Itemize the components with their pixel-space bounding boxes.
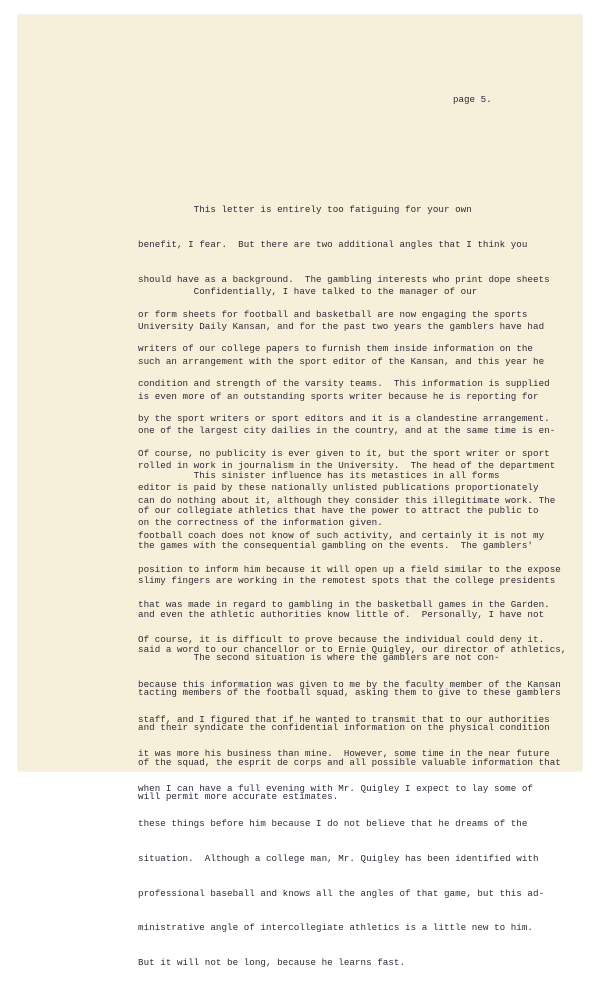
paragraph-line: it was more his business than mine. However, some time in the near future — [138, 748, 550, 760]
paragraph-line: football coach does not know of such activity, and certainly it is not my — [138, 529, 545, 541]
paragraph-line: the games with the consequential gambling on the events. The gamblers' — [138, 539, 534, 551]
paragraph-line: benefit, I fear. But there are two additional angles that I think you — [138, 238, 528, 250]
paragraph-line: situation. Although a college man, Mr. Quigley has been identified with — [138, 852, 539, 864]
paragraph-line: This letter is entirely too fatiguing for your own — [138, 204, 472, 216]
paragraph-line: University Daily Kansan, and for the past two years the gamblers have had — [138, 320, 545, 332]
paragraph-line: condition and strength of the varsity teams. This information is supplied — [138, 378, 550, 390]
paragraph-line: ministrative angle of intercollegiate athletics is a little new to him. — [138, 922, 534, 934]
paragraph-line: of the squad, the esprit de corps and all possible valuable information that — [138, 756, 561, 768]
paragraph-line: one of the largest city dailies in the country, and at the same time is en- — [138, 425, 556, 437]
paragraph-line: and even the athletic authorities know little of. Personally, I have not — [138, 609, 545, 621]
paragraph-line: Of course, it is difficult to prove because the individual could deny it. — [138, 634, 545, 645]
paragraph-line: will permit more accurate estimates. — [138, 791, 339, 803]
paragraph-line: But it will not be long, because he learns fast. — [138, 957, 406, 969]
paragraph-line: can do nothing about it, although they consider this illegitimate work. The — [138, 494, 556, 506]
paragraph-line: professional baseball and knows all the angles of that game, but this ad- — [138, 887, 545, 899]
paragraph-line: position to inform him because it will open up a field similar to the expose — [138, 564, 561, 576]
paragraph-line: on the correctness of the information given. — [138, 517, 383, 529]
paragraph-line: Confidentially, I have talked to the manager of our — [138, 286, 478, 298]
paragraph-line: should have as a background. The gambling interests who print dope sheets — [138, 273, 550, 285]
paragraph-line: Of course, no publicity is ever given to it, but the sport writer or sport — [138, 447, 550, 459]
paragraph-line: staff, and I figured that if he wanted to transmit that to our authorities — [138, 713, 550, 725]
paragraph-line: by the sport writers or sport editors and it is a clandestine arrangement. — [138, 412, 550, 424]
paragraph-line: and their syndicate the confidential information on the physical condition — [138, 721, 550, 733]
paragraph-line: when I can have a full evening with Mr. Quigley I expect to lay some of — [138, 783, 534, 795]
paragraph-line: This sinister influence has its metastices in all forms — [138, 470, 500, 482]
paragraph-4 — [138, 629, 561, 826]
page-number: page 5. — [453, 94, 492, 105]
paragraph-line: because this information was given to me by the faculty member of the Kansan — [138, 678, 561, 690]
paragraph-line: that was made in regard to gambling in the basketball games in the Garden. — [138, 599, 550, 611]
paragraph-line: tacting members of the football squad, asking them to give to these gamblers — [138, 686, 561, 698]
paragraph-line: or form sheets for football and basketball are now engaging the sports — [138, 308, 528, 320]
paragraph-line: such an arrangement with the sport editor of the Kansan, and this year he — [138, 355, 545, 367]
paragraph-line: The second situation is where the gamblers are not con- — [138, 652, 500, 664]
paragraph-line: rolled in work in journalism in the University. The head of the department — [138, 460, 556, 472]
paragraph-line: editor is paid by these nationally unlisted publications proportionately — [138, 482, 539, 494]
paragraph-line: slimy fingers are working in the remotest spots that the college presidents — [138, 574, 556, 586]
letter-page — [18, 15, 582, 969]
paragraph-line: of our collegiate athletics that have the power to attract the public to — [138, 504, 539, 516]
paragraph-line: writers of our college papers to furnish them inside information on the — [138, 343, 534, 355]
paragraph-line: said a word to our chancellor or to Ernie Quigley, our director of athletics, — [138, 644, 567, 656]
paragraph-line: these things before him because I do not believe that he dreams of the — [138, 818, 528, 829]
paragraph-line: is even more of an outstanding sports writer because he is reporting for — [138, 390, 539, 402]
